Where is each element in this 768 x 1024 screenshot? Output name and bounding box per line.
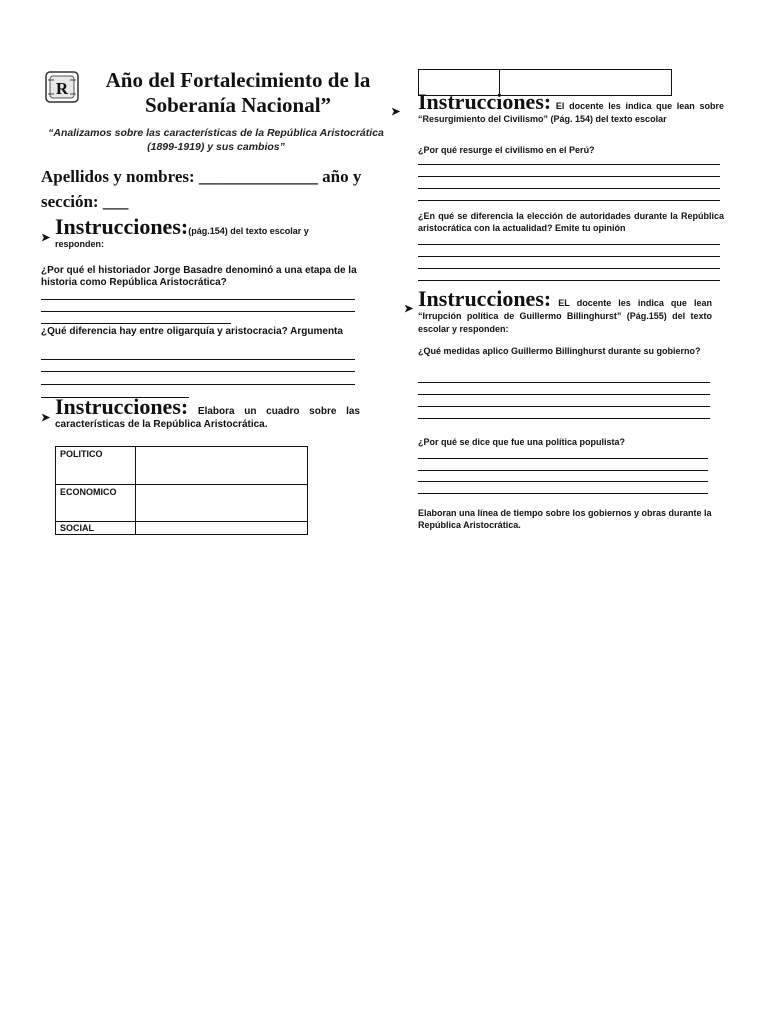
answer-line[interactable] xyxy=(418,244,720,245)
answer-line[interactable] xyxy=(41,359,355,360)
instruction-3-text: El docente les indica que lean sobre “Resurgimiento del Civilismo” (Pág. 154) del texto escolar xyxy=(418,101,724,124)
answer-line[interactable] xyxy=(418,470,708,471)
question-1: ¿Por qué el historiador Jorge Basadre denominó a una etapa de la historia como República Aristocrática? xyxy=(41,265,357,288)
characteristics-table xyxy=(55,446,308,535)
page-title: Año del Fortalecimiento de la Soberanía Nacional” xyxy=(105,68,371,117)
answer-line[interactable] xyxy=(41,299,355,300)
page-subtitle: “Analizamos sobre las características de la República Aristocrática (1899-1919) y sus cambios” xyxy=(48,127,384,153)
answer-line[interactable] xyxy=(418,481,708,482)
answer-line[interactable] xyxy=(418,493,708,494)
answer-line[interactable] xyxy=(418,382,710,383)
answer-line[interactable] xyxy=(41,384,355,385)
instruction-1-page: (pág.154) xyxy=(188,226,228,236)
question-7: Elaboran una línea de tiempo sobre los gobiernos y obras durante la República Aristocrática. xyxy=(418,508,712,530)
arrow-icon: ➤ xyxy=(404,303,414,315)
answer-line[interactable] xyxy=(418,280,720,281)
row-label-social: SOCIAL xyxy=(56,522,136,535)
instruction-3 xyxy=(418,89,724,126)
table-row xyxy=(56,485,308,522)
table-row xyxy=(56,522,308,535)
answer-line[interactable] xyxy=(418,394,710,395)
instruction-2-label: Instrucciones: xyxy=(55,394,189,419)
instruction-4-text: EL docente les indica que lean “Irrupción política de Guillermo Billinghurst” (Pág.155) del texto escolar y responden: xyxy=(418,298,712,334)
answer-cell[interactable] xyxy=(136,447,308,485)
instruction-1 xyxy=(55,214,360,251)
arrow-icon: ➤ xyxy=(391,106,401,118)
instruction-1-label: Instrucciones: xyxy=(55,214,189,239)
answer-line[interactable] xyxy=(418,406,710,407)
question-6: ¿Por qué se dice que fue una política populista? xyxy=(418,437,626,447)
question-3: ¿Por qué resurge el civilismo en el Perú? xyxy=(418,145,595,155)
answer-line[interactable] xyxy=(418,164,720,165)
instruction-4-label: Instrucciones: xyxy=(418,286,552,311)
answer-cell[interactable] xyxy=(136,485,308,522)
answer-line[interactable] xyxy=(418,188,720,189)
table-row xyxy=(56,447,308,485)
instruction-2 xyxy=(55,394,360,431)
instruction-1-text: del texto escolar y responden: xyxy=(55,226,309,249)
arrow-icon: ➤ xyxy=(41,412,51,424)
answer-line[interactable] xyxy=(418,200,720,201)
school-crest-icon xyxy=(44,70,80,104)
instruction-3-label: Instrucciones: xyxy=(418,89,552,114)
question-5: ¿Qué medidas aplico Guillermo Billinghurst durante su gobierno? xyxy=(418,346,701,356)
answer-line[interactable] xyxy=(418,176,720,177)
answer-line[interactable] xyxy=(418,458,708,459)
school-logo xyxy=(44,70,80,104)
answer-line[interactable] xyxy=(41,311,355,312)
student-name-field[interactable]: Apellidos y nombres: ______________ año y sección: ___ xyxy=(41,167,362,211)
instruction-4 xyxy=(418,286,712,336)
question-4: ¿En qué se diferencia la elección de autoridades durante la República aristocrática con la actualidad? Emite tu opinión xyxy=(418,211,724,233)
row-label-politico: POLITICO xyxy=(56,447,136,485)
question-2: ¿Qué diferencia hay entre oligarquía y aristocracia? Argumenta xyxy=(41,326,343,337)
answer-line[interactable] xyxy=(418,256,720,257)
answer-line[interactable] xyxy=(41,323,231,324)
logo-letter: R xyxy=(55,79,69,98)
answer-cell[interactable] xyxy=(136,522,308,535)
answer-line[interactable] xyxy=(41,371,355,372)
row-label-economico: ECONOMICO xyxy=(56,485,136,522)
answer-line[interactable] xyxy=(418,418,710,419)
answer-line[interactable] xyxy=(418,268,720,269)
instruction-2-text: Elabora un cuadro sobre las características de la República Aristocrática. xyxy=(55,406,360,430)
arrow-icon: ➤ xyxy=(41,232,51,244)
